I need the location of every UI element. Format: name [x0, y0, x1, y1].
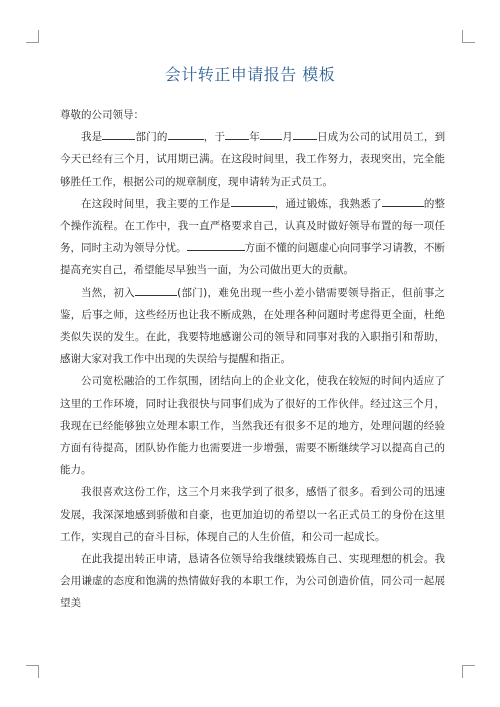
paragraph-1 — [60, 126, 445, 193]
blank-skill-area — [187, 239, 245, 251]
document-title: 会计转正申请报告 模板 — [164, 65, 336, 84]
crop-mark-top-right — [462, 30, 475, 43]
paragraph-2 — [60, 193, 445, 282]
blank-department — [102, 128, 135, 140]
salutation: 尊敬的公司领导： — [60, 109, 144, 121]
p2-text-2: ，通过锻炼，我熟悉了 — [274, 197, 382, 210]
p2-text-3: 的整个操作流程。在工作中，我一直严格要求自己，认真及时做好领导布置的每一项任务，同时主动为领导分忧。 — [60, 197, 446, 255]
paragraph-4: 公司宽松融洽的工作氛围，团结向上的企业文化，使我在较短的时间内适应了这里的工作环境，同时让我很快与同事们成为了很好的工作伙伴。经过这三个月，我现在已经能够独立处理本职工作，当然我还有很多不足的地方，处理问题的经验方面有待提高，团队协作能力也需要进一步增强，需要不断继续学习以提高自己的能力。 — [60, 375, 445, 477]
p3-text-2: (部门)，难免出现一些小差小错需要领导指正，但前事之鉴，后事之师，这些经历也让我不断成熟，在处理各种问题时考虑得更全面，杜绝类似失误的发生。在此，我要特地感谢公司的领导和同事对我的入职指引和帮助，感谢大家对我工作中出现的失误给与提醒和指正。 — [60, 286, 446, 366]
paragraph-3 — [60, 282, 445, 371]
blank-department-2 — [135, 284, 177, 296]
p2-text-4: 方面不懂的问题虚心向同事学习请教，不断提高充实自己，希望能尽早独当一面，为公司做出更大的贡献。 — [60, 242, 446, 277]
p3-text-1: 当然，初入 — [81, 286, 136, 299]
p1-text-4: 年 — [249, 131, 261, 144]
p1-text-6: 日成为公司的试用员工，到今天已经有三个月，试用期已满。在这段时间里，我工作努力，表现突出，完全能够胜任工作，根据公司的规章制度，现申请转为正式员工。 — [60, 131, 446, 188]
crop-mark-bottom-left — [26, 665, 39, 678]
p2-text-1: 在这段时间里，我主要的工作是 — [81, 197, 231, 210]
crop-mark-bottom-right — [462, 665, 475, 678]
p1-text-3: ，于 — [203, 131, 226, 144]
blank-year — [225, 128, 249, 140]
blank-work-area — [382, 195, 424, 207]
paragraph-5: 我很喜欢这份工作，这三个月来我学到了很多，感悟了很多。看到公司的迅速发展，我深深地感到骄傲和自豪，也更加迫切的希望以一名正式员工的身份在这里工作，实现自己的奋斗目标，体现自己的人生价值，和公司一起成长。 — [60, 486, 445, 543]
document-body — [60, 104, 445, 615]
p1-text-2: 部门的 — [135, 131, 168, 144]
p1-text-5: 月 — [282, 131, 293, 144]
p1-text-1: 我是 — [81, 131, 103, 144]
crop-mark-top-left — [26, 30, 39, 43]
paragraph-6: 在此我提出转正申请，恳请各位领导给我继续锻炼自己、实现理想的机会。我会用谦虚的态度和饱满的热情做好我的本职工作，为公司创造价值，同公司一起展望美 — [60, 553, 445, 610]
blank-month — [260, 128, 282, 140]
blank-day — [293, 128, 317, 140]
blank-work-content — [231, 195, 275, 207]
blank-name — [168, 128, 204, 140]
